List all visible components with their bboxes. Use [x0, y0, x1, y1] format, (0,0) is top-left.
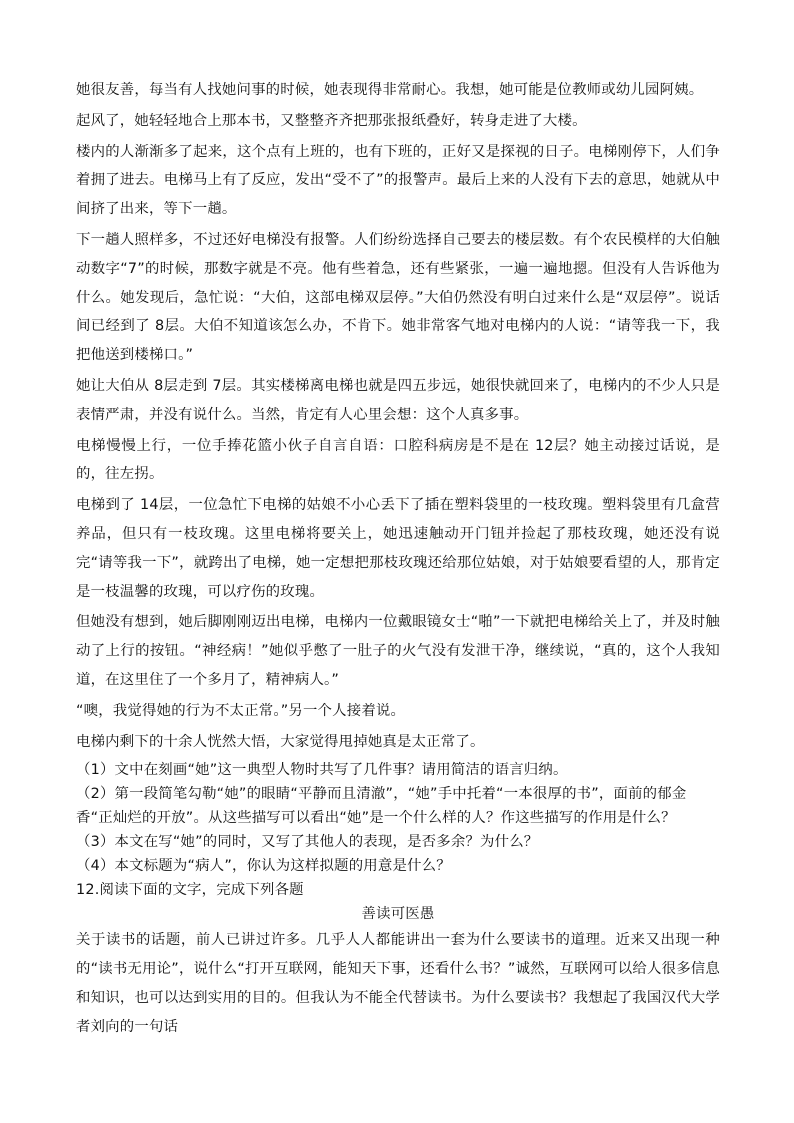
paragraph-4: 下一趟人照样多，不过还好电梯没有报警。人们纷纷选择自己要去的楼层数。有个农民模样的大伯触动数字“7”的时候，那数字就是不亮。他有些着急，还有些紧张，一遍一遍地摁。但没有人告诉他为什么。她发现后，急忙说：“大伯，这部电梯双层停。”大伯仍然没有明白过来什么是“双层停”。说话间已经到了 8层。大伯不知道该怎么办，不肯下。她非常客气地对电梯内的人说：“请等我一下，我把他送到楼梯口。” — [76, 231, 720, 364]
paragraph-7: 电梯到了 14层，一位急忙下电梯的姑娘不小心丢下了插在塑料袋里的一枝玫瑰。塑料袋里有几盒营养品，但只有一枝玫瑰。这里电梯将要关上，她迅速触动开门钮并捡起了那枝玫瑰，她还没有说完“请等我一下”，就跨出了电梯，她一定想把那枝玫瑰还给那位姑娘，对于姑娘要看望的人，那肯定是一枝温馨的玫瑰，可以疗伤的玫瑰。 — [76, 497, 720, 600]
question-2: （2）第一段简笔勾勒“她”的眼睛“平静而且清澈”，“她”手中托着“一本很厚的书”，面前的郁金香“正灿烂的开放”。从这些描写可以看出“她”是一个什么样的人？作这些描写的作用是什么？ — [76, 786, 687, 827]
paragraph-10: 电梯内剩下的十余人恍然大悟，大家觉得甩掉她真是太正常了。 — [76, 733, 485, 750]
paragraph-2: 起风了，她轻轻地合上那本书，又整整齐齐把那张报纸叠好，转身走进了大楼。 — [76, 112, 587, 129]
article-paragraph: 关于读书的话题，前人已讲过许多。几乎人人都能讲出一套为什么要读书的道理。近来又出现一种的“读书无用论”，说什么“打开互联网，能知天下事，还看什么书？”诚然，互联网可以给人很多信息和知识，也可以达到实用的目的。但我认为不能全代替读书。为什么要读书？我想起了我国汉代大学者刘向的一句话 — [76, 932, 720, 1035]
question-4: （4）本文标题为“病人”，你认为这样拟题的用意是什么？ — [76, 858, 451, 875]
paragraph-6: 电梯慢慢上行，一位手捧花篮小伙子自言自语：口腔科病房是不是在 12层？她主动接过话说，是的，往左拐。 — [76, 437, 720, 483]
paragraph-5: 她让大伯从 8层走到 7层。其实楼梯离电梯也就是四五步远，她很快就回来了，电梯内的不少人只是表情严肃，并没有说什么。当然，肯定有人心里会想：这个人真多事。 — [76, 377, 720, 423]
document-page — [76, 76, 720, 1044]
paragraph-8: 但她没有想到，她后脚刚刚迈出电梯，电梯内一位戴眼镜女士“啪”一下就把电梯给关上了，并及时触动了上行的按钮。“神经病！”她似乎憋了一肚子的火气没有发泄干净，继续说，“真的，这个人我知道，在这里住了一个多月了，精神病人。” — [76, 614, 720, 688]
article-title: 善读可医愚 — [361, 906, 435, 923]
paragraph-9: “噢，我觉得她的行为不太正常。”另一个人接着说。 — [76, 702, 406, 719]
section-heading: 12.阅读下面的文字，完成下列各题 — [76, 882, 304, 899]
question-3: （3）本文在写“她”的同时，又写了其他人的表现，是否多余？为什么？ — [76, 834, 539, 851]
paragraph-1: 她很友善，每当有人找她问事的时候，她表现得非常耐心。我想，她可能是位教师或幼儿园阿姨。 — [76, 82, 704, 98]
paragraph-3: 楼内的人渐渐多了起来，这个点有上班的，也有下班的，正好又是探视的日子。电梯刚停下，人们争着拥了进去。电梯马上有了反应，发出“受不了”的报警声。最后上来的人没有下去的意思，她就从中间挤了出来，等下一趟。 — [76, 143, 720, 218]
question-1: （1）文中在刻画“她”这一典型人物时共写了几件事？请用简洁的语言归纳。 — [76, 762, 568, 779]
